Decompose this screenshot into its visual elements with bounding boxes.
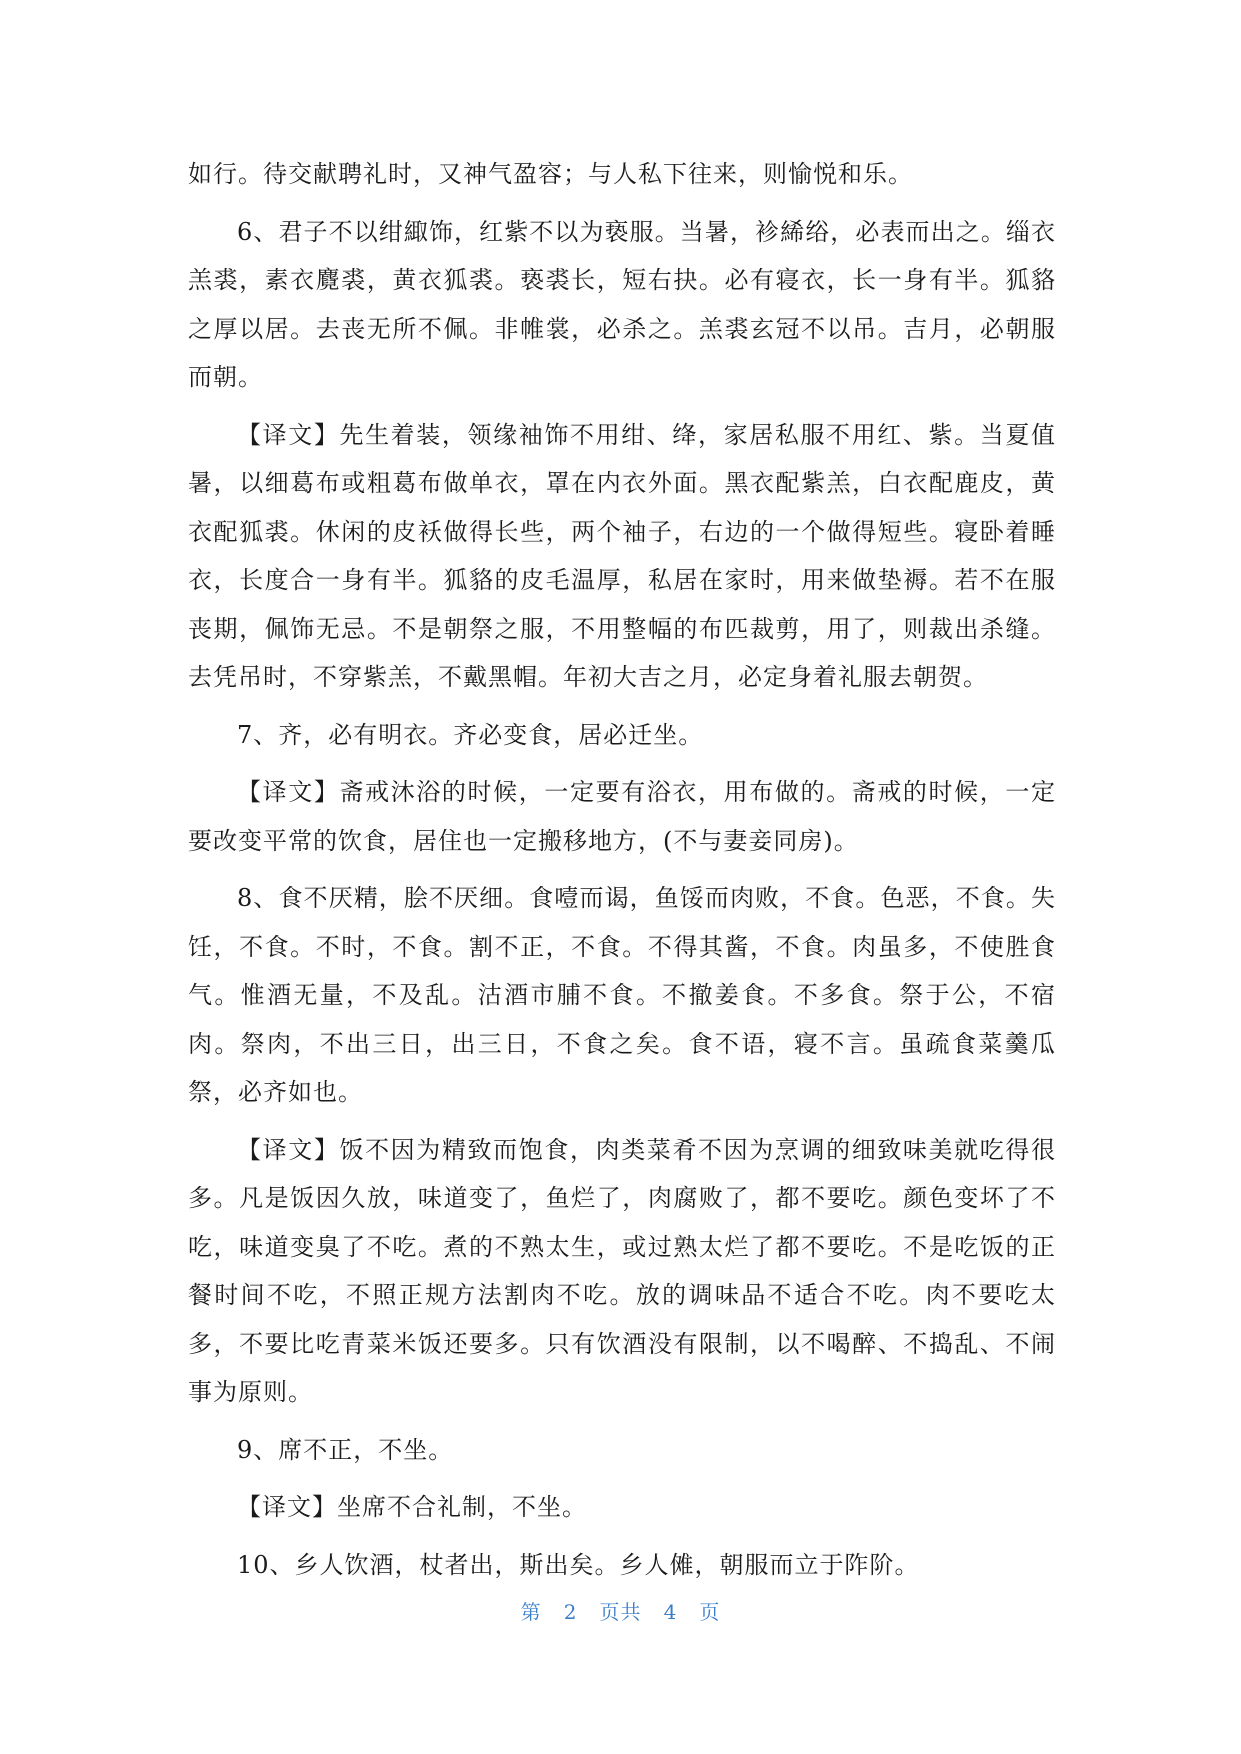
paragraph-5: 【译文】斋戒沐浴的时候，一定要有浴衣，用布做的。斋戒的时候，一定要改变平常的饮食，居住也一定搬移地方，(不与妻妾同房)。 — [188, 778, 1056, 855]
paragraph-7: 【译文】饭不因为精致而饱食，肉类菜肴不因为烹调的细致味美就吃得很多。凡是饭因久放，味道变了，鱼烂了，肉腐败了，都不要吃。颜色变坏了不吃，味道变臭了不吃。煮的不熟太生，或过熟太烂了都不要吃。不是吃饭的正餐时间不吃，不照正规方法割肉不吃。放的调味品不适合不吃。肉不要吃太多，不要比吃青菜米饭还要多。只有饮酒没有限制，以不喝醉、不捣乱、不闹事为原则。 — [188, 1135, 1056, 1406]
paragraph-8: 9、席不正，不坐。 — [237, 1435, 454, 1464]
paragraph-2: 6、君子不以绀緅饰，红紫不以为亵服。当暑，袗絺绤，必表而出之。缁衣羔裘，素衣麑裘，黄衣狐裘。亵裘长，短右抉。必有寝衣，长一身有半。狐貉之厚以居。去丧无所不佩。非帷裳，必杀之。羔裘玄冠不以吊。吉月，必朝服而朝。 — [188, 217, 1056, 391]
footer-middle: 页共 — [599, 1600, 642, 1624]
paragraph-10: 10、乡人饮酒，杖者出，斯出矣。乡人傩，朝服而立于阼阶。 — [237, 1550, 920, 1579]
footer-suffix: 页 — [699, 1600, 721, 1624]
document-body — [188, 150, 1056, 1598]
paragraph-3: 【译文】先生着装，领缘袖饰不用绀、绛，家居私服不用红、紫。当夏值暑，以细葛布或粗葛布做单衣，罩在内衣外面。黑衣配紫羔，白衣配鹿皮，黄衣配狐裘。休闲的皮袄做得长些，两个袖子，右边的一个做得短些。寝卧着睡衣，长度合一身有半。狐貉的皮毛温厚，私居在家时，用来做垫褥。若不在服丧期，佩饰无忌。不是朝祭之服，不用整幅的布匹裁剪，用了，则裁出杀缝。去凭吊时，不穿紫羔，不戴黑帽。年初大吉之月，必定身着礼服去朝贺。 — [188, 420, 1056, 691]
paragraph-1: 如行。待交献聘礼时，又神气盈容；与人私下往来，则愉悦和乐。 — [188, 160, 913, 188]
paragraph-9: 【译文】坐席不合礼制，不坐。 — [237, 1493, 587, 1521]
footer-prefix: 第 — [520, 1600, 542, 1624]
paragraph-6: 8、食不厌精，脍不厌细。食噎而谒，鱼馁而肉败，不食。色恶，不食。失饪，不食。不时，不食。割不正，不食。不得其酱，不食。肉虽多，不使胜食气。惟酒无量，不及乱。沽酒市脯不食。不撤姜食。不多食。祭于公，不宿肉。祭肉，不出三日，出三日，不食之矣。食不语，寝不言。虽疏食菜羹瓜祭，必齐如也。 — [188, 884, 1056, 1106]
paragraph-4: 7、齐，必有明衣。齐必变食，居必迁坐。 — [237, 720, 704, 749]
page-number-footer — [0, 1596, 1241, 1625]
footer-current-page: 2 — [563, 1600, 578, 1624]
footer-total-pages: 4 — [663, 1600, 678, 1624]
